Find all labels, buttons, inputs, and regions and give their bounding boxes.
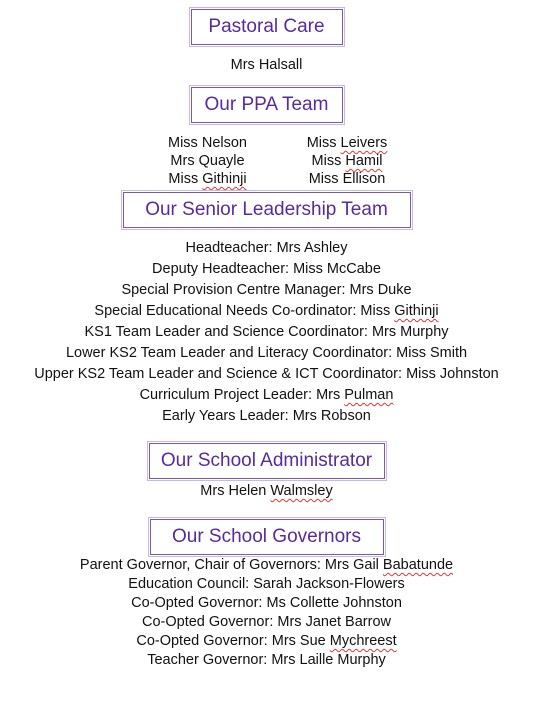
governor-line: Co-Opted Governor: Mrs Sue Mychreest [136, 633, 397, 649]
spellcheck-flagged-word: Leivers [340, 135, 388, 151]
spellcheck-flagged-word: Babatunde [382, 557, 454, 573]
pastoral-care-name: Mrs Halsall [230, 57, 303, 73]
spellcheck-flagged-word: Mychreest [329, 633, 397, 649]
slt-line: Special Educational Needs Co-ordinator: Miss Githinji [94, 303, 439, 319]
spellcheck-flagged-word: Walmsley [270, 483, 333, 499]
slt-line: Deputy Headteacher: Miss McCabe [152, 261, 381, 277]
ppa-member: Miss Ellison [308, 171, 386, 187]
senior-leadership-team-heading: Our Senior Leadership Team [123, 192, 411, 228]
ppa-member: Miss Hamil [311, 153, 383, 169]
slt-line: Special Provision Centre Manager: Mrs Duke [121, 282, 412, 298]
governor-line: Education Council: Sarah Jackson-Flowers [128, 576, 405, 592]
slt-line: Early Years Leader: Mrs Robson [162, 408, 371, 424]
ppa-team-left-column [160, 134, 255, 188]
governor-line: Co-Opted Governor: Ms Collette Johnston [131, 595, 402, 611]
governor-line: Co-Opted Governor: Mrs Janet Barrow [141, 614, 391, 630]
slt-line: Headteacher: Mrs Ashley [185, 240, 348, 256]
ppa-member: Miss Githinji [168, 171, 247, 187]
ppa-team-heading: Our PPA Team [191, 87, 343, 123]
spellcheck-flagged-word: Githinji [394, 303, 439, 319]
ppa-member: Mrs Quayle [170, 153, 245, 169]
governor-line: Teacher Governor: Mrs Laille Murphy [147, 652, 386, 668]
school-administrator-heading: Our School Administrator [149, 443, 385, 479]
pastoral-care-heading: Pastoral Care [191, 9, 343, 45]
slt-line: KS1 Team Leader and Science Coordinator: Mrs Murphy [84, 324, 449, 340]
ppa-member: Miss Leivers [306, 135, 388, 151]
ppa-team-right-column [298, 134, 396, 188]
ppa-member: Miss Nelson [168, 135, 247, 151]
spellcheck-flagged-word: Pulman [344, 387, 394, 403]
slt-line: Upper KS2 Team Leader and Science & ICT Coordinator: Miss Johnston [34, 366, 499, 382]
slt-line: Lower KS2 Team Leader and Literacy Coordinator: Miss Smith [65, 345, 468, 361]
slt-line: Curriculum Project Leader: Mrs Pulman [139, 387, 394, 403]
spellcheck-flagged-word: Hamil [345, 153, 383, 169]
school-administrator-name: Mrs Helen Walmsley [200, 483, 333, 499]
school-governors-heading: Our School Governors [150, 519, 384, 555]
governor-line: Parent Governor, Chair of Governors: Mrs Gail Babatunde [79, 557, 454, 573]
spellcheck-flagged-word: Githinji [202, 171, 247, 187]
